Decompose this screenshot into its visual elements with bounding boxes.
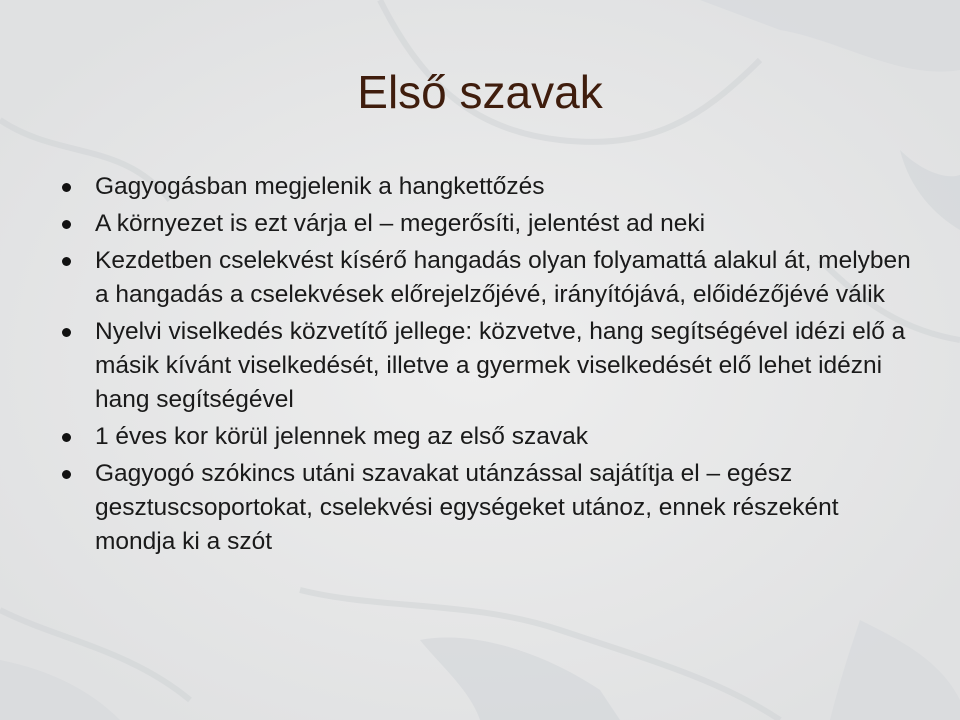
bullet-dot-icon xyxy=(62,220,71,229)
bullet-text: Nyelvi viselkedés közvetítő jellege: közvetve, hang segítségével idézi elő a másik kívánt viselkedését, illetve a gyermek viselkedését elő lehet idézni hang segítségével xyxy=(95,318,906,413)
bullet-dot-icon xyxy=(62,328,71,337)
bullet-dot-icon xyxy=(62,257,71,266)
bullet-item xyxy=(58,420,918,454)
bullet-item xyxy=(58,244,918,312)
bullet-item xyxy=(58,207,918,241)
bullet-list xyxy=(58,170,918,559)
bullet-text: 1 éves kor körül jelennek meg az első szavak xyxy=(95,423,588,450)
bullet-item xyxy=(58,315,918,417)
slide-title: Első szavak xyxy=(357,66,603,118)
bullet-item xyxy=(58,170,918,204)
bullet-text: Gagyogó szókincs utáni szavakat utánzással sajátítja el – egész gesztuscsoportokat, cselekvési egységeket utánoz, ennek részeként mondja ki a szót xyxy=(95,460,839,555)
bullet-dot-icon xyxy=(62,433,71,442)
bullet-text: Kezdetben cselekvést kísérő hangadás olyan folyamattá alakul át, melyben a hangadás a cselekvések előrejelzőjévé, irányítójává, előidézőjévé válik xyxy=(95,247,911,308)
bullet-item xyxy=(58,457,918,559)
bullet-dot-icon xyxy=(62,470,71,479)
bullet-dot-icon xyxy=(62,183,71,192)
bullet-text: A környezet is ezt várja el – megerősíti, jelentést ad neki xyxy=(95,210,706,237)
bullet-text: Gagyogásban megjelenik a hangkettőzés xyxy=(95,173,545,200)
